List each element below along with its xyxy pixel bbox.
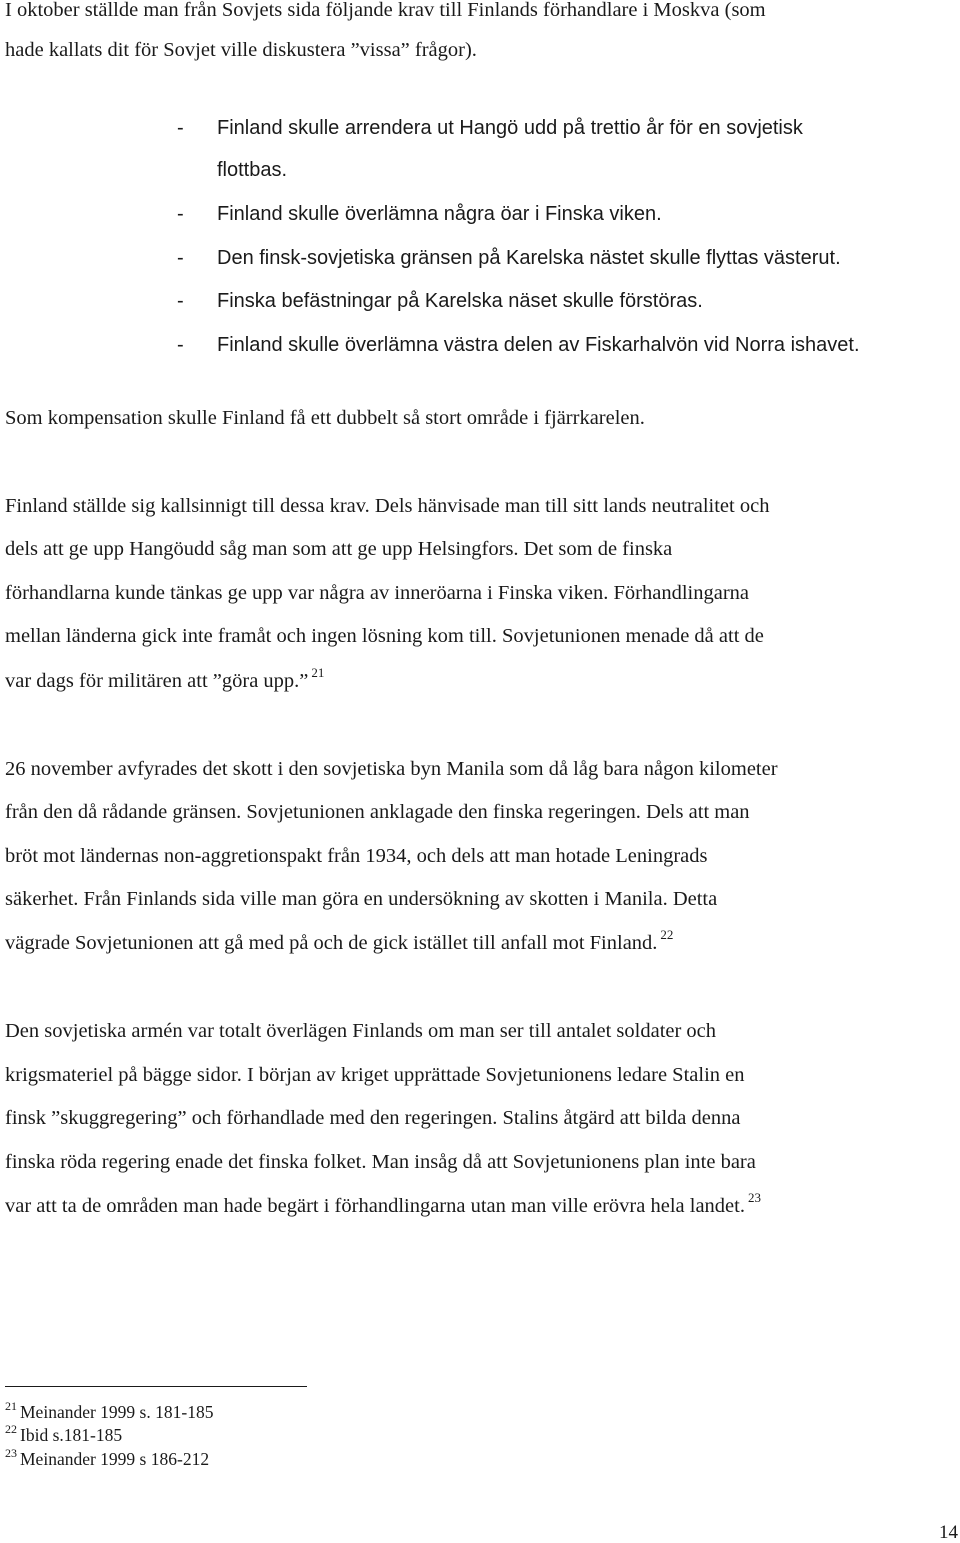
demand-text: Den finsk-sovjetiska gränsen på Karelska nästet skulle flyttas västerut. bbox=[217, 247, 841, 269]
demand-text: Finland skulle överlämna några öar i Finska viken. bbox=[217, 203, 662, 225]
compensation-line: Som kompensation skulle Finland få ett dubbelt så stort område i fjärrkarelen. bbox=[5, 407, 645, 429]
demand-text: flottbas. bbox=[217, 159, 288, 181]
list-dash: - bbox=[177, 290, 184, 312]
paragraph-line: Finland ställde sig kallsinnigt till dessa krav. Dels hänvisade man till sitt lands neutralitet och bbox=[5, 495, 770, 517]
paragraph-line: bröt mot ländernas non-aggretionspakt från 1934, och dels att man hotade Leningrads bbox=[5, 845, 708, 867]
list-dash: - bbox=[177, 117, 184, 139]
paragraph-line: dels att ge upp Hangöudd såg man som att ge upp Helsingfors. Det som de finska bbox=[5, 538, 673, 560]
footnote-22 bbox=[5, 1422, 123, 1445]
paragraph-line: mellan länderna gick inte framåt och ingen lösning kom till. Sovjetunionen menade då att de bbox=[5, 625, 764, 647]
footnote-number: 23 bbox=[5, 1446, 17, 1460]
list-dash: - bbox=[177, 247, 184, 269]
list-dash: - bbox=[177, 334, 184, 356]
footnote-text: Meinander 1999 s. 181-185 bbox=[20, 1402, 214, 1422]
paragraph-line: krigsmateriel på bägge sidor. I början av kriget upprättade Sovjetunionens ledare Stalin en bbox=[5, 1064, 745, 1086]
footnote-text: Meinander 1999 s 186-212 bbox=[20, 1449, 210, 1469]
demand-text: Finland skulle överlämna västra delen av Fiskarhalvön vid Norra ishavet. bbox=[217, 334, 860, 356]
paragraph-text: var att ta de områden man hade begärt i förhandlingarna utan man ville erövra hela landet. bbox=[5, 1195, 745, 1217]
list-dash: - bbox=[177, 203, 184, 225]
footnote-21 bbox=[5, 1399, 214, 1422]
paragraph-line: finsk ”skuggregering” och förhandlade med den regeringen. Stalins åtgärd att bilda denna bbox=[5, 1107, 741, 1129]
intro-line-2: hade kallats dit för Sovjet ville diskustera ”vissa” frågor). bbox=[5, 39, 477, 61]
footnote-ref: 21 bbox=[311, 665, 325, 680]
paragraph-line: säkerhet. Från Finlands sida ville man göra en undersökning av skotten i Manila. Detta bbox=[5, 888, 718, 910]
demand-text: Finska befästningar på Karelska näset skulle förstöras. bbox=[217, 290, 703, 312]
footnote-number: 22 bbox=[5, 1422, 17, 1436]
footnote-number: 21 bbox=[5, 1399, 17, 1413]
intro-line-1: I oktober ställde man från Sovjets sida följande krav till Finlands förhandlare i Moskva (som bbox=[5, 0, 766, 21]
paragraph-text: vägrade Sovjetunionen att gå med på och de gick istället till anfall mot Finland. bbox=[5, 932, 658, 954]
page-number: 14 bbox=[939, 1522, 958, 1543]
paragraph-line-last bbox=[5, 927, 674, 954]
paragraph-line: Den sovjetiska armén var totalt överlägen Finlands om man ser till antalet soldater och bbox=[5, 1020, 717, 1042]
demand-text: Finland skulle arrendera ut Hangö udd på trettio år för en sovjetisk bbox=[217, 117, 803, 139]
footnote-ref: 22 bbox=[660, 927, 674, 942]
paragraph-line: finska röda regering enade det finska folket. Man insåg då att Sovjetunionens plan inte bara bbox=[5, 1151, 756, 1173]
paragraph-line: 26 november avfyrades det skott i den sovjetiska byn Manila som då låg bara någon kilometer bbox=[5, 758, 778, 780]
paragraph-line: förhandlarna kunde tänkas ge upp var några av inneröarna i Finska viken. Förhandlingarna bbox=[5, 582, 750, 604]
paragraph-line-last bbox=[5, 1190, 761, 1217]
footnote-text: Ibid s.181-185 bbox=[20, 1425, 123, 1445]
paragraph-line-last bbox=[5, 665, 325, 692]
footnote-23 bbox=[5, 1446, 210, 1469]
paragraph-line: från den då rådande gränsen. Sovjetunionen anklagade den finska regeringen. Dels att man bbox=[5, 801, 750, 823]
footnote-divider bbox=[5, 1386, 307, 1387]
paragraph-text: var dags för militären att ”göra upp.” bbox=[5, 670, 309, 692]
footnote-ref: 23 bbox=[747, 1190, 761, 1205]
